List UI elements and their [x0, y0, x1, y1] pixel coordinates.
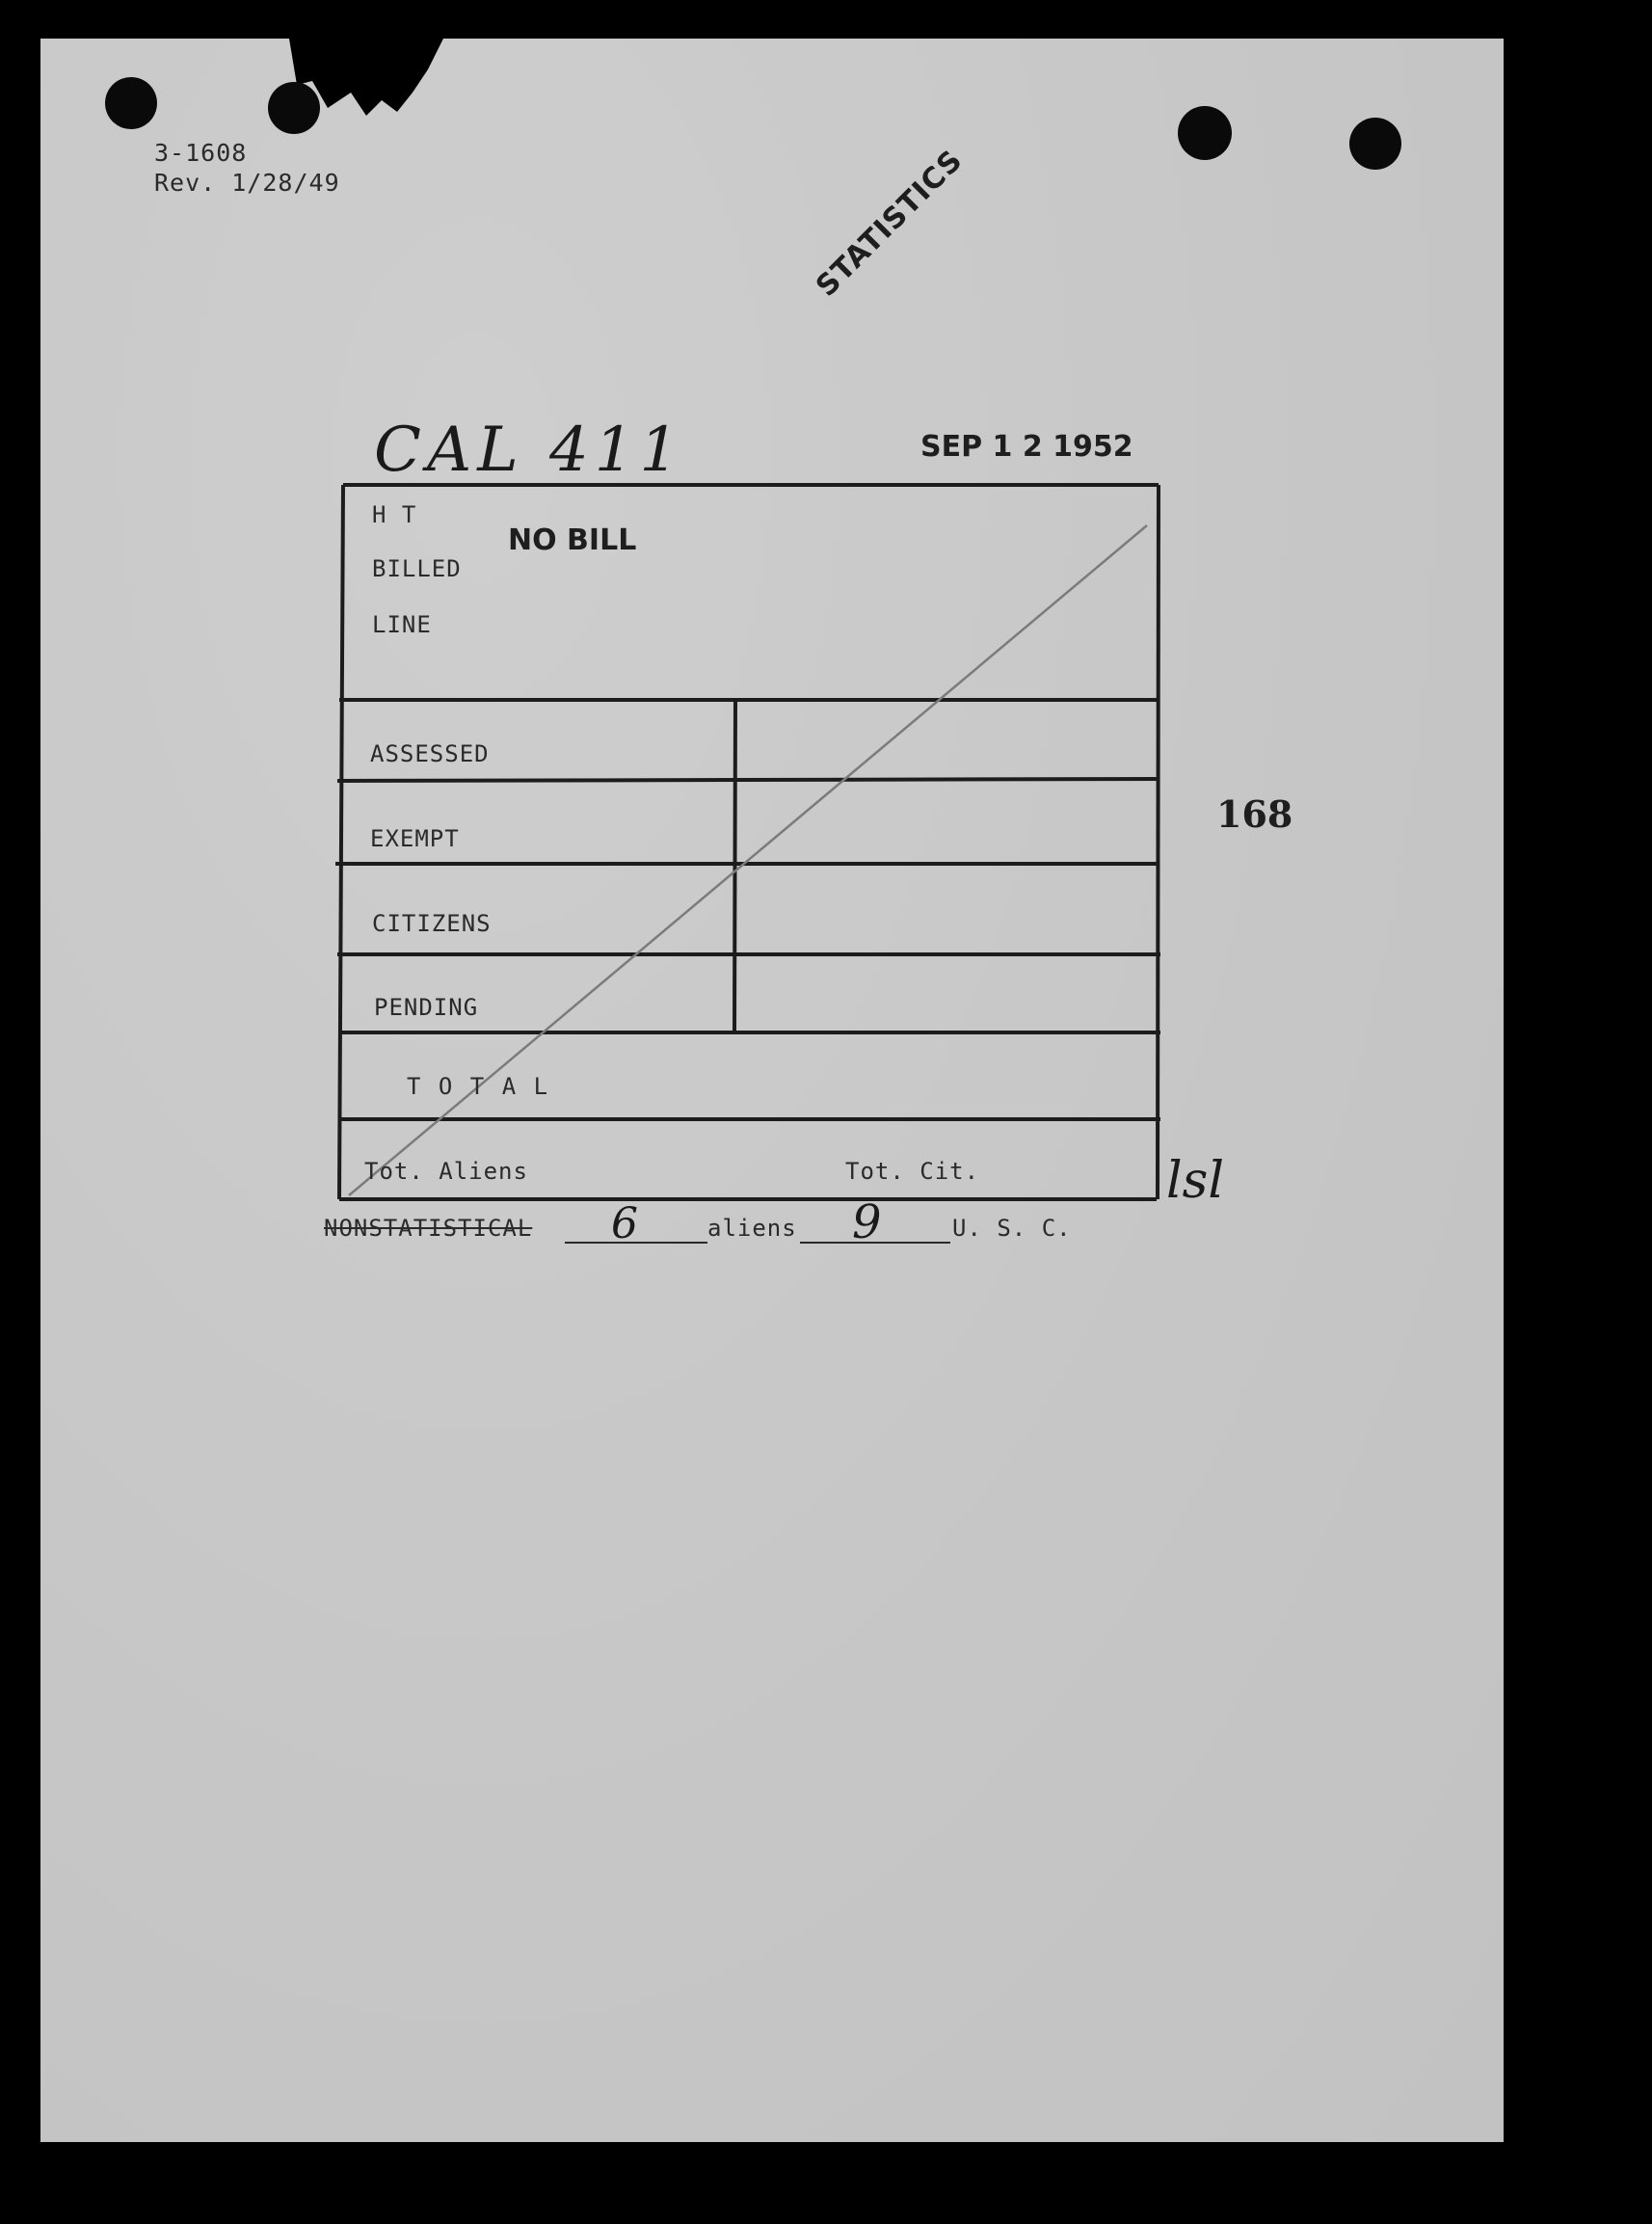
label-total-citizens: Tot. Cit.	[845, 1158, 980, 1185]
row-label-assessed: ASSESSED	[370, 740, 490, 767]
row-label-pending: PENDING	[374, 994, 479, 1021]
revision-date: Rev. 1/28/49	[154, 169, 340, 197]
label-total-aliens: Tot. Aliens	[364, 1158, 528, 1185]
nonstatistical-label: NONSTATISTICAL	[324, 1215, 533, 1242]
no-bill-stamp: NO BILL	[508, 523, 637, 557]
usc-count: 9	[852, 1195, 882, 1249]
handwritten-initials: lsl	[1166, 1152, 1224, 1210]
handwritten-reference: CAL 411	[374, 415, 685, 486]
usc-label: U. S. C.	[952, 1215, 1072, 1242]
label-line: LINE	[372, 611, 432, 638]
label-ht: H T	[372, 501, 417, 528]
row-label-citizens: CITIZENS	[372, 910, 492, 937]
aliens-label: aliens	[707, 1215, 797, 1242]
row-label-total: T O T A L	[407, 1073, 550, 1100]
statistics-stamp: STATISTICS	[810, 143, 970, 304]
page-number: 168	[1216, 792, 1293, 836]
aliens-count: 6	[611, 1199, 638, 1248]
label-billed: BILLED	[372, 555, 462, 582]
row-label-exempt: EXEMPT	[370, 825, 460, 852]
form-number: 3-1608	[154, 139, 248, 167]
date-stamp: SEP 1 2 1952	[920, 430, 1133, 464]
